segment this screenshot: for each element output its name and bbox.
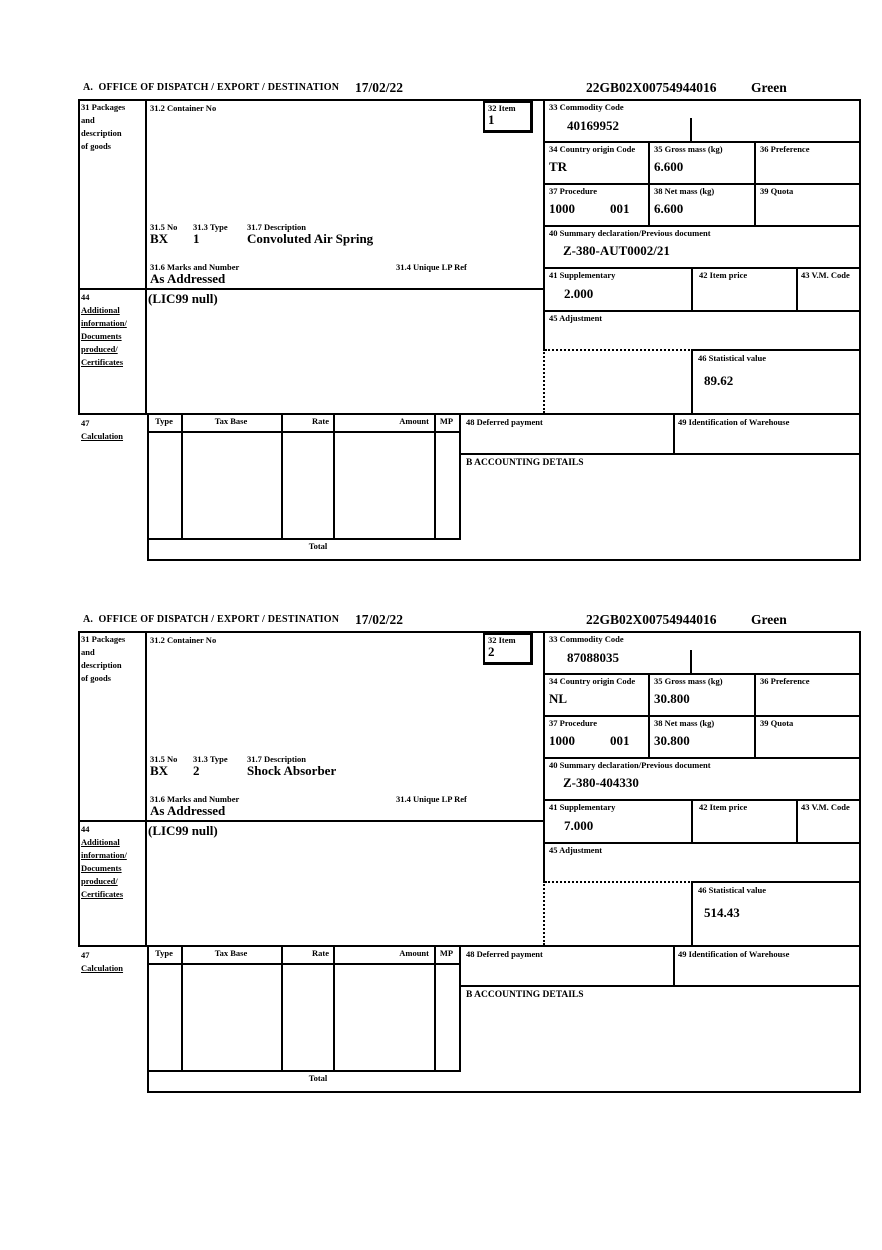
divider-line (691, 349, 861, 351)
border-line (859, 631, 861, 1093)
statistical-value: 89.62 (704, 373, 734, 388)
packages-type-label: 31.3 Type (193, 222, 228, 232)
divider-line (461, 985, 861, 987)
divider-line (796, 799, 798, 842)
divider-line (754, 673, 756, 757)
box47-calculation-label: 47 Calculation (81, 950, 124, 973)
country-origin-label: 34 Country origin Code (549, 676, 636, 686)
total-label: Total (308, 1073, 328, 1083)
container-no-label: 31.2 Container No (150, 103, 217, 113)
calc-rate-header: Rate (312, 416, 329, 426)
calc-tax-base-header: Tax Base (214, 948, 248, 958)
preference-label: 36 Preference (760, 144, 810, 154)
marks-number-label: 31.6 Marks and Number (150, 262, 240, 272)
divider-line (543, 310, 861, 312)
country-origin-value: TR (549, 159, 568, 174)
preference-label: 36 Preference (760, 676, 810, 686)
goods-description-value: Shock Absorber (247, 763, 337, 778)
table-border-line (147, 963, 461, 965)
additional-info-value: (LIC99 null) (148, 823, 218, 838)
vm-code-label: 43 V.M. Code (801, 270, 850, 280)
quota-label: 39 Quota (760, 186, 794, 196)
box44-additional-info-label: 44 Additional information/ Documents produced/ Certificates (81, 824, 127, 899)
divider-line (673, 945, 675, 985)
divider-line (691, 881, 861, 883)
gross-mass-value: 30.800 (654, 691, 690, 706)
deferred-payment-label: 48 Deferred payment (466, 417, 543, 427)
table-border-line (147, 1070, 461, 1072)
calc-amount-header: Amount (399, 416, 429, 426)
description-label: 31.7 Description (247, 754, 307, 764)
container-no-label: 31.2 Container No (150, 635, 217, 645)
package-count-value: 1 (193, 231, 200, 246)
border-line (78, 631, 80, 945)
supplementary-value: 2.000 (564, 286, 594, 301)
acceptance-date: 17/02/22 (355, 612, 404, 627)
package-code-value: BX (150, 763, 169, 778)
net-mass-value: 30.800 (654, 733, 690, 748)
divider-line (78, 820, 545, 822)
additional-info-value: (LIC99 null) (148, 291, 218, 306)
border-line (147, 1091, 861, 1093)
box44-additional-info-label: 44 Additional information/ Documents produced/ Certificates (81, 292, 127, 367)
divider-line (691, 799, 693, 842)
dotted-divider-line (543, 881, 545, 945)
divider-line (754, 141, 756, 225)
table-border-line (147, 538, 461, 540)
item-number-value: 1 (488, 112, 495, 127)
summary-declaration-label: 40 Summary declaration/Previous document (549, 760, 711, 770)
divider-line (691, 881, 693, 945)
divider-line (648, 673, 650, 757)
divider-line (78, 945, 861, 947)
divider-line (461, 453, 861, 455)
quota-label: 39 Quota (760, 718, 794, 728)
calc-mp-header: MP (439, 948, 454, 958)
route-indicator: Green (751, 80, 787, 95)
packages-type-label: 31.3 Type (193, 754, 228, 764)
country-origin-label: 34 Country origin Code (549, 144, 636, 154)
route-indicator: Green (751, 612, 787, 627)
mrn-number: 22GB02X00754944016 (586, 80, 717, 95)
previous-document-value: Z-380-404330 (563, 775, 639, 790)
divider-line (691, 349, 693, 413)
vm-code-label: 43 V.M. Code (801, 802, 850, 812)
item-number-value: 2 (488, 644, 495, 659)
deferred-payment-label: 48 Deferred payment (466, 949, 543, 959)
declaration-item-section (78, 82, 861, 561)
divider-line (543, 267, 861, 269)
calc-amount-header: Amount (399, 948, 429, 958)
divider-line (796, 267, 798, 310)
previous-document-value: Z-380-AUT0002/21 (563, 243, 670, 258)
commodity-code-split-line (690, 118, 692, 141)
supplementary-label: 41 Supplementary (549, 270, 616, 280)
unique-lp-ref-label: 31.4 Unique LP Ref (396, 262, 467, 272)
dotted-divider-line (545, 349, 693, 351)
marks-number-label: 31.6 Marks and Number (150, 794, 240, 804)
accounting-details-label: B ACCOUNTING DETAILS (466, 458, 584, 468)
net-mass-value: 6.600 (654, 201, 684, 216)
procedure-value-2: 001 (610, 201, 630, 216)
declaration-item-section (78, 614, 861, 1093)
box47-calculation-label: 47 Calculation (81, 418, 124, 441)
dotted-divider-line (543, 349, 545, 413)
calc-rate-header: Rate (312, 948, 329, 958)
border-line (78, 99, 80, 413)
item-label: 32 Item (488, 635, 516, 645)
marks-value: As Addressed (150, 803, 226, 818)
item-label: 32 Item (488, 103, 516, 113)
divider-line (648, 141, 650, 225)
divider-line (543, 715, 861, 717)
acceptance-date: 17/02/22 (355, 80, 404, 95)
description-label: 31.7 Description (247, 222, 307, 232)
commodity-code-label: 33 Commodity Code (549, 634, 624, 644)
border-line (859, 99, 861, 561)
total-label: Total (308, 541, 328, 551)
table-border-line (147, 431, 461, 433)
calc-type-header: Type (155, 948, 173, 958)
item-number-box (483, 101, 533, 133)
divider-line (673, 413, 675, 453)
border-line (78, 99, 861, 101)
commodity-code-split-line (690, 650, 692, 673)
item-price-label: 42 Item price (699, 270, 748, 280)
statistical-value: 514.43 (704, 905, 740, 920)
procedure-value-1: 1000 (549, 201, 575, 216)
commodity-code-label: 33 Commodity Code (549, 102, 624, 112)
mrn-number: 22GB02X00754944016 (586, 612, 717, 627)
supplementary-value: 7.000 (564, 818, 594, 833)
statistical-value-label: 46 Statistical value (698, 353, 766, 363)
divider-line (543, 225, 861, 227)
package-code-value: BX (150, 231, 169, 246)
marks-value: As Addressed (150, 271, 226, 286)
warehouse-id-label: 49 Identification of Warehouse (678, 949, 790, 959)
adjustment-label: 45 Adjustment (549, 845, 603, 855)
supplementary-label: 41 Supplementary (549, 802, 616, 812)
item-price-label: 42 Item price (699, 802, 748, 812)
box31-packages-label: 31 Packages and description of goods (81, 634, 126, 683)
statistical-value-label: 46 Statistical value (698, 885, 766, 895)
gross-mass-value: 6.600 (654, 159, 684, 174)
country-origin-value: NL (549, 691, 568, 706)
warehouse-id-label: 49 Identification of Warehouse (678, 417, 790, 427)
divider-line (543, 183, 861, 185)
border-line (78, 631, 861, 633)
divider-line (543, 799, 861, 801)
commodity-code-value: 40169952 (567, 118, 619, 133)
calc-tax-base-header: Tax Base (214, 416, 248, 426)
unique-lp-ref-label: 31.4 Unique LP Ref (396, 794, 467, 804)
gross-mass-label: 35 Gross mass (kg) (654, 144, 723, 154)
accounting-details-label: B ACCOUNTING DETAILS (466, 990, 584, 1000)
procedure-value-2: 001 (610, 733, 630, 748)
package-count-value: 2 (193, 763, 200, 778)
divider-line (78, 288, 545, 290)
packages-no-label: 31.5 No (150, 754, 178, 764)
calc-type-header: Type (155, 416, 173, 426)
adjustment-label: 45 Adjustment (549, 313, 603, 323)
procedure-label: 37 Procedure (549, 186, 598, 196)
item-number-box (483, 633, 533, 665)
divider-line (691, 267, 693, 310)
procedure-value-1: 1000 (549, 733, 575, 748)
divider-line (543, 757, 861, 759)
box31-packages-label: 31 Packages and description of goods (81, 102, 126, 151)
goods-description-value: Convoluted Air Spring (247, 231, 374, 246)
summary-declaration-label: 40 Summary declaration/Previous document (549, 228, 711, 238)
office-of-dispatch-heading: A. OFFICE OF DISPATCH / EXPORT / DESTINATION (83, 614, 340, 625)
commodity-code-value: 87088035 (567, 650, 619, 665)
divider-line (145, 631, 147, 945)
gross-mass-label: 35 Gross mass (kg) (654, 676, 723, 686)
procedure-label: 37 Procedure (549, 718, 598, 728)
packages-no-label: 31.5 No (150, 222, 178, 232)
border-line (147, 559, 861, 561)
net-mass-label: 38 Net mass (kg) (654, 718, 715, 728)
net-mass-label: 38 Net mass (kg) (654, 186, 715, 196)
dotted-divider-line (545, 881, 693, 883)
divider-line (145, 99, 147, 413)
calc-mp-header: MP (439, 416, 454, 426)
divider-line (543, 673, 861, 675)
office-of-dispatch-heading: A. OFFICE OF DISPATCH / EXPORT / DESTINATION (83, 82, 340, 93)
divider-line (78, 413, 861, 415)
divider-line (543, 141, 861, 143)
divider-line (543, 842, 861, 844)
